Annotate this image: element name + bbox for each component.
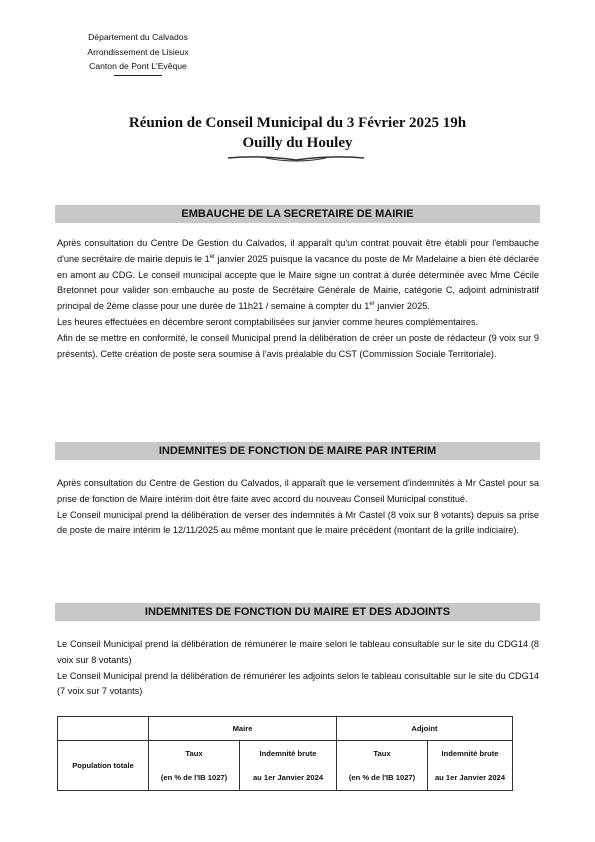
header-canton: Canton de Pont L'Evêque xyxy=(89,61,187,72)
document-header xyxy=(40,30,236,76)
table-col-taux-maire xyxy=(149,741,240,791)
table-row xyxy=(58,741,513,791)
title-commune: Ouilly du Houley xyxy=(242,135,353,151)
col-title: Taux xyxy=(185,748,203,758)
col-title: Indemnité brute xyxy=(259,748,317,758)
paragraph: Les heures effectuées en décembre seront comptabilisées sur janvier comme heures complémentaires. xyxy=(57,316,479,327)
section-body-interim xyxy=(57,476,539,539)
col-subtitle: au 1er Janvier 2024 xyxy=(434,772,506,782)
text: janvier 2025 puisque la vacance du poste de Mr Madelaine a bien été déclarée en amont au CDG. Le conseil municipal accepte que le Maire signe un contrat à durée déterminée avec Mme Cécile Bretonnet pour valider son embauche au poste de Secrétaire Générale de Mairie, catégorie C, adjoint administratif principal de 2ème classe pour une durée de 11h21 / semaine à compter du 1 xyxy=(57,253,539,312)
superscript: er xyxy=(369,301,375,308)
table-cell-empty xyxy=(58,717,149,741)
table-group-maire: Maire xyxy=(149,717,337,741)
section-body-secretaire xyxy=(57,236,539,362)
paragraph: Le Conseil Municipal prend la délibération de rémunérer le maire selon le tableau consultable sur le site du CDG14 (8 voix sur 8 votants) xyxy=(57,639,539,665)
paragraph: Le Conseil Municipal prend la délibération de rémunérer les adjoints selon le tableau consultable sur le site du CDG14 (7 voix sur 7 votants) xyxy=(57,670,539,697)
paragraph: Afin de se mettre en conformité, le conseil Municipal prend la délibération de créer un poste de rédacteur (9 voix sur 9 présents). Cette création de poste sera soumise à l'avis préalable du CST (Commission Sociale Territoriale). xyxy=(57,332,539,359)
section-heading-adjoints: INDEMNITES DE FONCTION DU MAIRE ET DES ADJOINTS xyxy=(55,603,540,621)
table-col-indemnite-adjoint xyxy=(428,741,513,791)
superscript: er xyxy=(209,253,216,260)
header-department: Département du Calvados xyxy=(88,32,188,42)
text: Après consultation du Centre De Gestion du Calvados, il apparaît qu'un contrat pouvait être établi pour l'embauche d'une secrétaire de mairie depuis le 1 xyxy=(57,238,539,264)
paragraph xyxy=(57,236,539,315)
col-subtitle: (en % de l'IB 1027) xyxy=(160,772,228,782)
table-row-label: Population totale xyxy=(58,741,149,791)
title-meeting: Réunion de Conseil Municipal du 3 Février 2025 19h xyxy=(128,115,467,131)
col-title: Taux xyxy=(373,748,391,758)
table-group-adjoint: Adjoint xyxy=(337,717,513,741)
header-arrondissement: Arrondissement de Lisieux xyxy=(87,46,189,57)
indemnity-table xyxy=(57,716,513,791)
table-col-indemnite-maire xyxy=(240,741,337,791)
paragraph: Après consultation du Centre de Gestion du Calvados, il apparaît que le versement d'indemnités à Mr Castel pour sa prise de fonction de Maire intérim doit être faite avec accord du nouveau Conseil Municipal constitué. xyxy=(57,478,539,504)
table-header-row xyxy=(58,717,513,741)
header-rule xyxy=(114,75,162,76)
section-heading-secretaire: EMBAUCHE DE LA SECRETAIRE DE MAIRIE xyxy=(55,205,540,223)
col-title: Indemnité brute xyxy=(441,748,499,758)
text: janvier 2025. xyxy=(374,301,430,312)
table-col-taux-adjoint xyxy=(337,741,428,791)
col-subtitle: au 1er Janvier 2024 xyxy=(252,772,324,782)
col-subtitle: (en % de l'IB 1027) xyxy=(348,772,416,782)
title-ornament xyxy=(226,153,366,165)
paragraph: Le Conseil municipal prend la délibération de verser des indemnités à Mr Castel (8 voix sur 8 votants) depuis sa prise de poste de maire intérim le 12/11/2025 au même montant que le maire précédent (montant de la grille indiciaire). xyxy=(57,509,539,536)
section-heading-interim: INDEMNITES DE FONCTION DE MAIRE PAR INTERIM xyxy=(55,442,540,460)
document-title xyxy=(0,113,595,153)
section-body-adjoints xyxy=(57,637,539,700)
